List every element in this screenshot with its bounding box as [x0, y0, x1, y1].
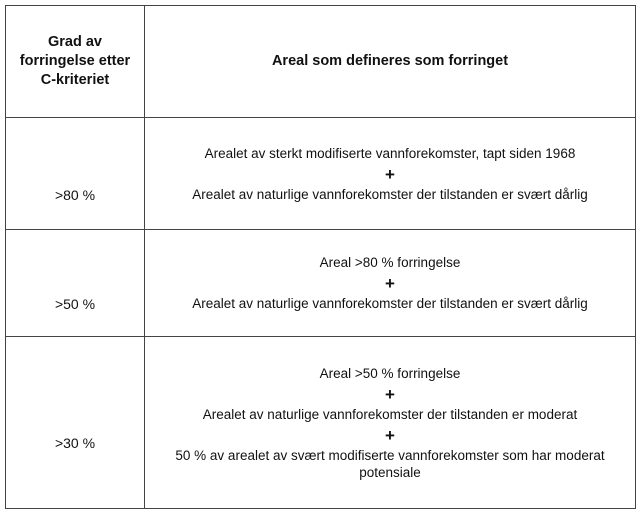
criteria-table — [5, 5, 636, 509]
grade-cell — [6, 118, 145, 230]
plus-sign: + — [385, 425, 395, 445]
table-row — [6, 118, 636, 230]
table-header-row — [6, 6, 636, 118]
plus-sign: + — [385, 384, 395, 404]
area-line: 50 % av arealet av svært modifiserte vannforekomster som har moderat potensiale — [175, 447, 605, 480]
grade-value: >30 % — [54, 435, 96, 451]
area-line: Arealet av naturlige vannforekomster der tilstanden er moderat — [202, 406, 578, 422]
plus-sign: + — [385, 274, 395, 293]
grade-value: >50 % — [54, 295, 96, 312]
plus-sign: + — [385, 164, 395, 184]
area-cell — [145, 230, 636, 337]
area-line: Arealet av naturlige vannforekomster der tilstanden er svært dårlig — [192, 186, 588, 202]
area-line: Areal >50 % forringelse — [319, 365, 461, 381]
table-row — [6, 230, 636, 337]
header-degradation-grade: Grad av forringelse etter C-kriteriet — [6, 6, 145, 118]
grade-cell — [6, 337, 145, 509]
grade-cell — [6, 230, 145, 337]
header-degraded-area: Areal som defineres som forringet — [145, 6, 636, 118]
table-row — [6, 337, 636, 509]
area-line: Arealet av naturlige vannforekomster der tilstanden er svært dårlig — [192, 296, 588, 311]
area-cell — [145, 337, 636, 509]
area-line: Arealet av sterkt modifiserte vannforekomster, tapt siden 1968 — [204, 145, 576, 161]
area-cell — [145, 118, 636, 230]
grade-value: >80 % — [54, 186, 96, 203]
area-line: Areal >80 % forringelse — [319, 255, 461, 270]
